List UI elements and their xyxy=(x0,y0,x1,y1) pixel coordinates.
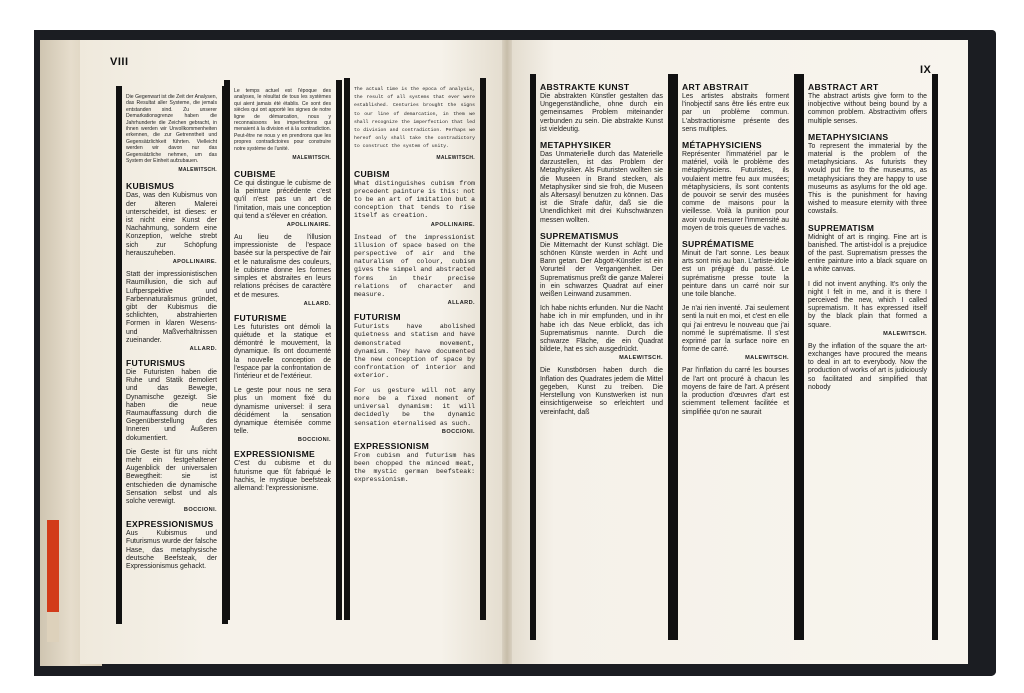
column-rule-left xyxy=(116,86,122,624)
section-heading: FUTURISM xyxy=(354,312,401,323)
intro-signature: MALEWITSCH. xyxy=(178,167,217,174)
column-german xyxy=(116,86,228,624)
section-body: Ce qui distingue le cubisme de la peinture précédente c'est qu'il n'est pas un art de l'imitation, mais une conception qui tend a s'élever en création. xyxy=(234,180,331,220)
section-body: Die Kunstbörsen haben durch die Inflation des Quadrates jedem die Mittel gegeben, Kunst zu treiben. Die Herstellung von Kunstwerken ist nun einsichtigerweise so erleichtert und vereinfacht, daß xyxy=(540,367,663,416)
section-heading: METAPHYSIKER xyxy=(540,140,612,151)
page-number-left: VIII xyxy=(110,56,129,68)
section-body: Les artistes abstraits forment l'inobjectif sans être liés entre eux par un problème commun. L'abstractionisme présente des sens multiples. xyxy=(682,93,789,133)
text-section xyxy=(354,234,475,307)
section-heading: FUTURISMUS xyxy=(126,357,186,368)
section-body: Die Geste ist für uns nicht mehr ein festgehaltener Augenblick der universalen Bewegtheit: sie ist entschieden die dynamische Sensation selbst und als solche verewigt. xyxy=(126,448,217,505)
text-section xyxy=(540,231,663,299)
section-body: From cubism and futurism has been chopped the minced meat, the mystic german beefsteak: expressionism. xyxy=(354,451,475,484)
text-section xyxy=(126,358,217,443)
section-body: By the inflation of the square the art-exchanges have procured the means to deal in art to everybody. Now the production of works of art is judiciously so facilitated and simplified that nobody xyxy=(808,342,927,391)
section-heading: EXPRESSIONISMUS xyxy=(126,519,214,530)
column-text xyxy=(126,94,217,616)
text-section xyxy=(354,169,475,228)
column-text xyxy=(354,86,475,612)
intro-signature: MALEWITSCH. xyxy=(292,155,331,162)
author-signature: MALEWITSCH. xyxy=(745,355,789,362)
section-body: C'est du cubisme et du futurisme que fût fabriqué le hachis, le mystique beefsteak allemand: l'expressionisme. xyxy=(234,460,331,492)
text-section xyxy=(808,82,927,126)
section-body: Midnight of art is ringing. Fine art is banished. The artist-idol is a prejudice of the past. Suprematism presses the entire painture into a black square on a white canvas. xyxy=(808,233,927,274)
column-rule-right xyxy=(932,74,938,640)
intro-text: Die Gegenwart ist die Zeit der Analysen, das Resultat aller Systeme, die jemals entstanden sind. Zu unserer Demarkationsgrenze haben die Jahrhunderte die Zeichen gebracht, in ihnen werden wir Unvollkommenheiten erkennen, die zur Getrenntheit und Gegensätzlichkeit führten. Vielleicht werden wir davon nur das Gegensätzliche nehmen, um das System der Einheit aufzubauen. xyxy=(126,94,217,165)
section-heading: MÉTAPHYSICIENS xyxy=(682,140,762,151)
text-section xyxy=(234,387,331,443)
section-body: To represent the immaterial by the material is the problem of the metaphysicians. As futurists they would put fire to the museums, as metaphysicians they are happy to use museums as asylums for the old age. This is the punishment for having wished to measure eternity with three cowstails. xyxy=(808,142,927,216)
author-signature: MALEWITSCH. xyxy=(619,355,663,362)
section-heading: CUBISM xyxy=(354,168,390,179)
text-section xyxy=(234,169,331,228)
text-section xyxy=(682,140,789,233)
section-body: Instead of the impressionist illusion of space based on the perspective of air and the naturalism of colour, cubism gives the simpel and abstracted forms in their precise relations of character and measure. xyxy=(354,233,475,299)
text-section xyxy=(354,441,475,485)
book-cover-right xyxy=(966,30,996,676)
section-body: Futurists have abolished quietness and statism and have demonstrated movement, dynamism. They have documented the new conception of space by confrontation of interior and exterior. xyxy=(354,323,475,380)
author-signature: APOLLINAIRE. xyxy=(430,221,475,228)
author-signature: ALLARD. xyxy=(303,300,331,307)
section-heading: FUTURISME xyxy=(234,312,287,323)
text-section xyxy=(682,82,789,134)
text-section xyxy=(126,271,217,352)
column-german-right xyxy=(530,74,674,640)
author-signature: APOLLINAIRE. xyxy=(286,222,331,229)
text-section xyxy=(808,281,927,337)
column-english-right xyxy=(798,74,938,640)
section-body: Je n'ai rien inventé. J'ai seulement senti la nuit en moi, et c'est en elle qui j'ai entrevu le nouveau que j'ai nommé le suprématisme. Il s'est exprimé par la surface noire en forme de carré. xyxy=(682,305,789,354)
section-body: I did not invent anything. It's only the night I felt in me, and it is there I perceived the new, which I called suprematism. It has expressed itself by the black plain that formed a square. xyxy=(808,280,927,329)
column-text xyxy=(234,88,331,612)
column-english xyxy=(344,78,486,620)
column-rule-left xyxy=(672,74,678,640)
section-body: Die Futuristen haben die Ruhe und Statik demoliert und das Bewegte, Dynamische gezeigt. Sie haben die neue Raumauffassung durch die Gegenüberstellung des Inneren und Äußeren dokumentiert. xyxy=(126,368,217,442)
section-heading: SUPREMATISM xyxy=(808,222,875,233)
intro-text: Le temps actuel est l'époque des analyses, le résultat de tous les systèmes qui aient jamais été établis. Ce sont des siècles qui ont apporté les signes de notre ligne de démarcation, nous y reconnaissons les imperfections qui menaient à la division et à la contradiction. Peut-être ne nous y en prendrons que les propres contradictoires pour construire notre système de l'unité. xyxy=(234,88,331,152)
text-section xyxy=(126,449,217,513)
section-body: Le geste pour nous ne sera plus un moment fixé du dynamisme universel: il sera décidément la sensation dynamique éternisée comme telle. xyxy=(234,387,331,436)
section-body: Par l'inflation du carré les bourses de l'art ont procuré à chacun les moyens de faire de l'art. A présent la production d'œuvres d'art est sciemment tellement facilitée et simplifiée qu'on ne saurait xyxy=(682,367,789,416)
section-heading: EXPRESSIONISM xyxy=(354,440,430,451)
intro-text: The actual time is the epoca of analysis, the result of all systems that ever were established. Centuries brought the signs to our line of demarcation, in them we shall recognize the imperfection that led to division and contradiction. Perhaps we hereof only shall take the contradictory to construct the system of unity. xyxy=(354,87,475,150)
section-body: The abstract artists give form to the inobjective without being bound by a common problem. Abstractivim offers multiple senses. xyxy=(808,93,927,125)
text-section xyxy=(540,82,663,134)
section-heading: ABSTRAKTE KUNST xyxy=(540,82,630,92)
author-signature: ALLARD. xyxy=(447,300,475,307)
text-section xyxy=(808,223,927,275)
section-heading: METAPHYSICIANS xyxy=(808,131,889,142)
section-heading: EXPRESSIONISME xyxy=(234,449,316,460)
section-body: Statt der impressionistischen Raumillusion, die sich auf Luftperspektive und Farbennaturalismus gründet, gibt der Kubismus die schlichten, abstrahierten Formen in klaren Wesens- und Maßverhältnissen zueinander. xyxy=(126,271,217,344)
text-section xyxy=(540,367,663,416)
section-heading: SUPREMATISMUS xyxy=(540,230,619,241)
column-french-right xyxy=(672,74,800,640)
text-section xyxy=(354,312,475,380)
column-text xyxy=(808,82,927,632)
author-signature: APOLLINAIRE. xyxy=(172,259,217,266)
section-body: Représenter l'immatériel par le matériel, voilà le problème des métaphysiciens. Futuristes, ils voulaient mettre feu aux musées; métaphysiciens, ils sont contents de pouvoir se servir des musées comme de maisons pour la vieillesse. Voilà la punition pour avoir voulu mesurer l'immensité au moyen de trois queues de vaches. xyxy=(682,151,789,232)
text-section xyxy=(234,313,331,381)
text-section xyxy=(682,239,789,299)
section-heading: ART ABSTRAIT xyxy=(682,82,749,92)
column-rule-left xyxy=(530,74,536,640)
column-french xyxy=(224,80,342,620)
intro-signature: MALEWITSCH. xyxy=(436,154,475,161)
text-section xyxy=(126,181,217,265)
text-section xyxy=(682,367,789,416)
section-body: Das Unmaterielle durch das Materielle darzustellen, ist das Problem der Metaphysiker. Als Futuristen wollten sie die Museen in Brand stecken, als Metaphysiker sind sie froh, die Museen als Altersasyl benutzen zu können. Das ist die Strafe dafür, daß sie die Unendlichkeit mit drei Kuhschwänzen messen wollten. xyxy=(540,151,663,224)
column-rule-left xyxy=(798,74,804,640)
text-section xyxy=(234,449,331,493)
column-rule-right xyxy=(336,80,342,620)
section-body: Au lieu de l'illusion impressioniste de l'espace basée sur la perspective de l'air et le naturalisme des couleurs, le cubisme donne les formes simples et abstraites en leurs relations précises de caractère et de mesures. xyxy=(234,234,331,299)
column-rule-left xyxy=(344,78,350,620)
red-bookmark-tab xyxy=(47,520,59,612)
section-body: Minuit de l'art sonne. Les beaux arts sont mis au ban. L'artiste-idole est un préjugé du passé. Le suprématisme presse toute la peinture dans un carré noir sur une toile blanche. xyxy=(682,250,789,299)
section-heading: SUPRÉMATISME xyxy=(682,239,755,250)
section-heading: CUBISME xyxy=(234,169,276,180)
text-section xyxy=(126,519,217,571)
section-body: Das, was den Kubismus von der älteren Malerei unterscheidet, ist dieses: er ist nicht eine Kunst der Nachahmung, sondern eine Konzeption, welche strebt sich zur Schöpfung herauszuheben. xyxy=(126,192,217,257)
author-signature: BOCCIONI. xyxy=(441,428,475,435)
book-gutter xyxy=(502,40,512,664)
text-section xyxy=(808,132,927,217)
column-text xyxy=(540,82,663,632)
column-rule-left xyxy=(224,80,230,620)
text-section xyxy=(354,387,475,435)
section-heading: KUBISMUS xyxy=(126,181,175,192)
section-heading: ABSTRACT ART xyxy=(808,82,879,92)
section-body: Die abstrakten Künstler gestalten das Ungegenständliche, ohne durch ein gemeinsames Problem miteinander verbunden zu sein. Die abstrakte Kunst ist vieldeutig. xyxy=(540,93,663,133)
author-signature: ALLARD. xyxy=(189,345,217,352)
page-edge-strip xyxy=(47,612,59,642)
author-signature: BOCCIONI. xyxy=(297,437,331,444)
text-section xyxy=(234,234,331,307)
section-body: Ich habe nichts erfunden. Nur die Nacht habe ich in mir empfunden, und in ihr habe ich das Neue erblickt, das ich Suprematismus nannte. Durch die schwarze Fläche, die ein Quadrat bildete, hat es sich ausgedrückt. xyxy=(540,305,663,354)
section-body: Aus Kubismus und Futurismus wurde der falsche Hase, das metaphysische deutsche Beefsteak, der Expressionismus gehackt. xyxy=(126,530,217,570)
text-section xyxy=(540,140,663,225)
column-text xyxy=(682,82,789,632)
text-section xyxy=(808,343,927,392)
page-number-right: IX xyxy=(920,64,932,76)
section-body: Die Mitternacht der Kunst schlägt. Die schönen Künste werden in Acht und Bann getan. Der Abgott-Künstler ist ein Vorurteil der Vergangenheit. Der Suprematismus preßt die ganze Malerei in ein schwarzes Quadrat auf einer weißen Leinwand zusammen. xyxy=(540,241,663,299)
text-section xyxy=(540,305,663,361)
column-rule-right xyxy=(480,78,486,620)
author-signature: BOCCIONI. xyxy=(183,507,217,514)
section-body: What distinguishes cubism from precedent painture is this: not to be an art of imitation but a conception that tends to rise itself as creation. xyxy=(354,179,475,220)
text-section xyxy=(682,305,789,361)
author-signature: MALEWITSCH. xyxy=(883,330,927,337)
section-body: Les futuristes ont démoli la quiétude et la statique et démontré le mouvement, la dynamique. Ils ont documenté la nouvelle conception de l'espace par la confrontation de l'intérieur et de l'extérieur. xyxy=(234,323,331,380)
section-body: For us gesture will not any more be a fixed moment of universal dynamism: it will decidedly be the dynamic sensation eternalised as such. xyxy=(354,386,475,427)
